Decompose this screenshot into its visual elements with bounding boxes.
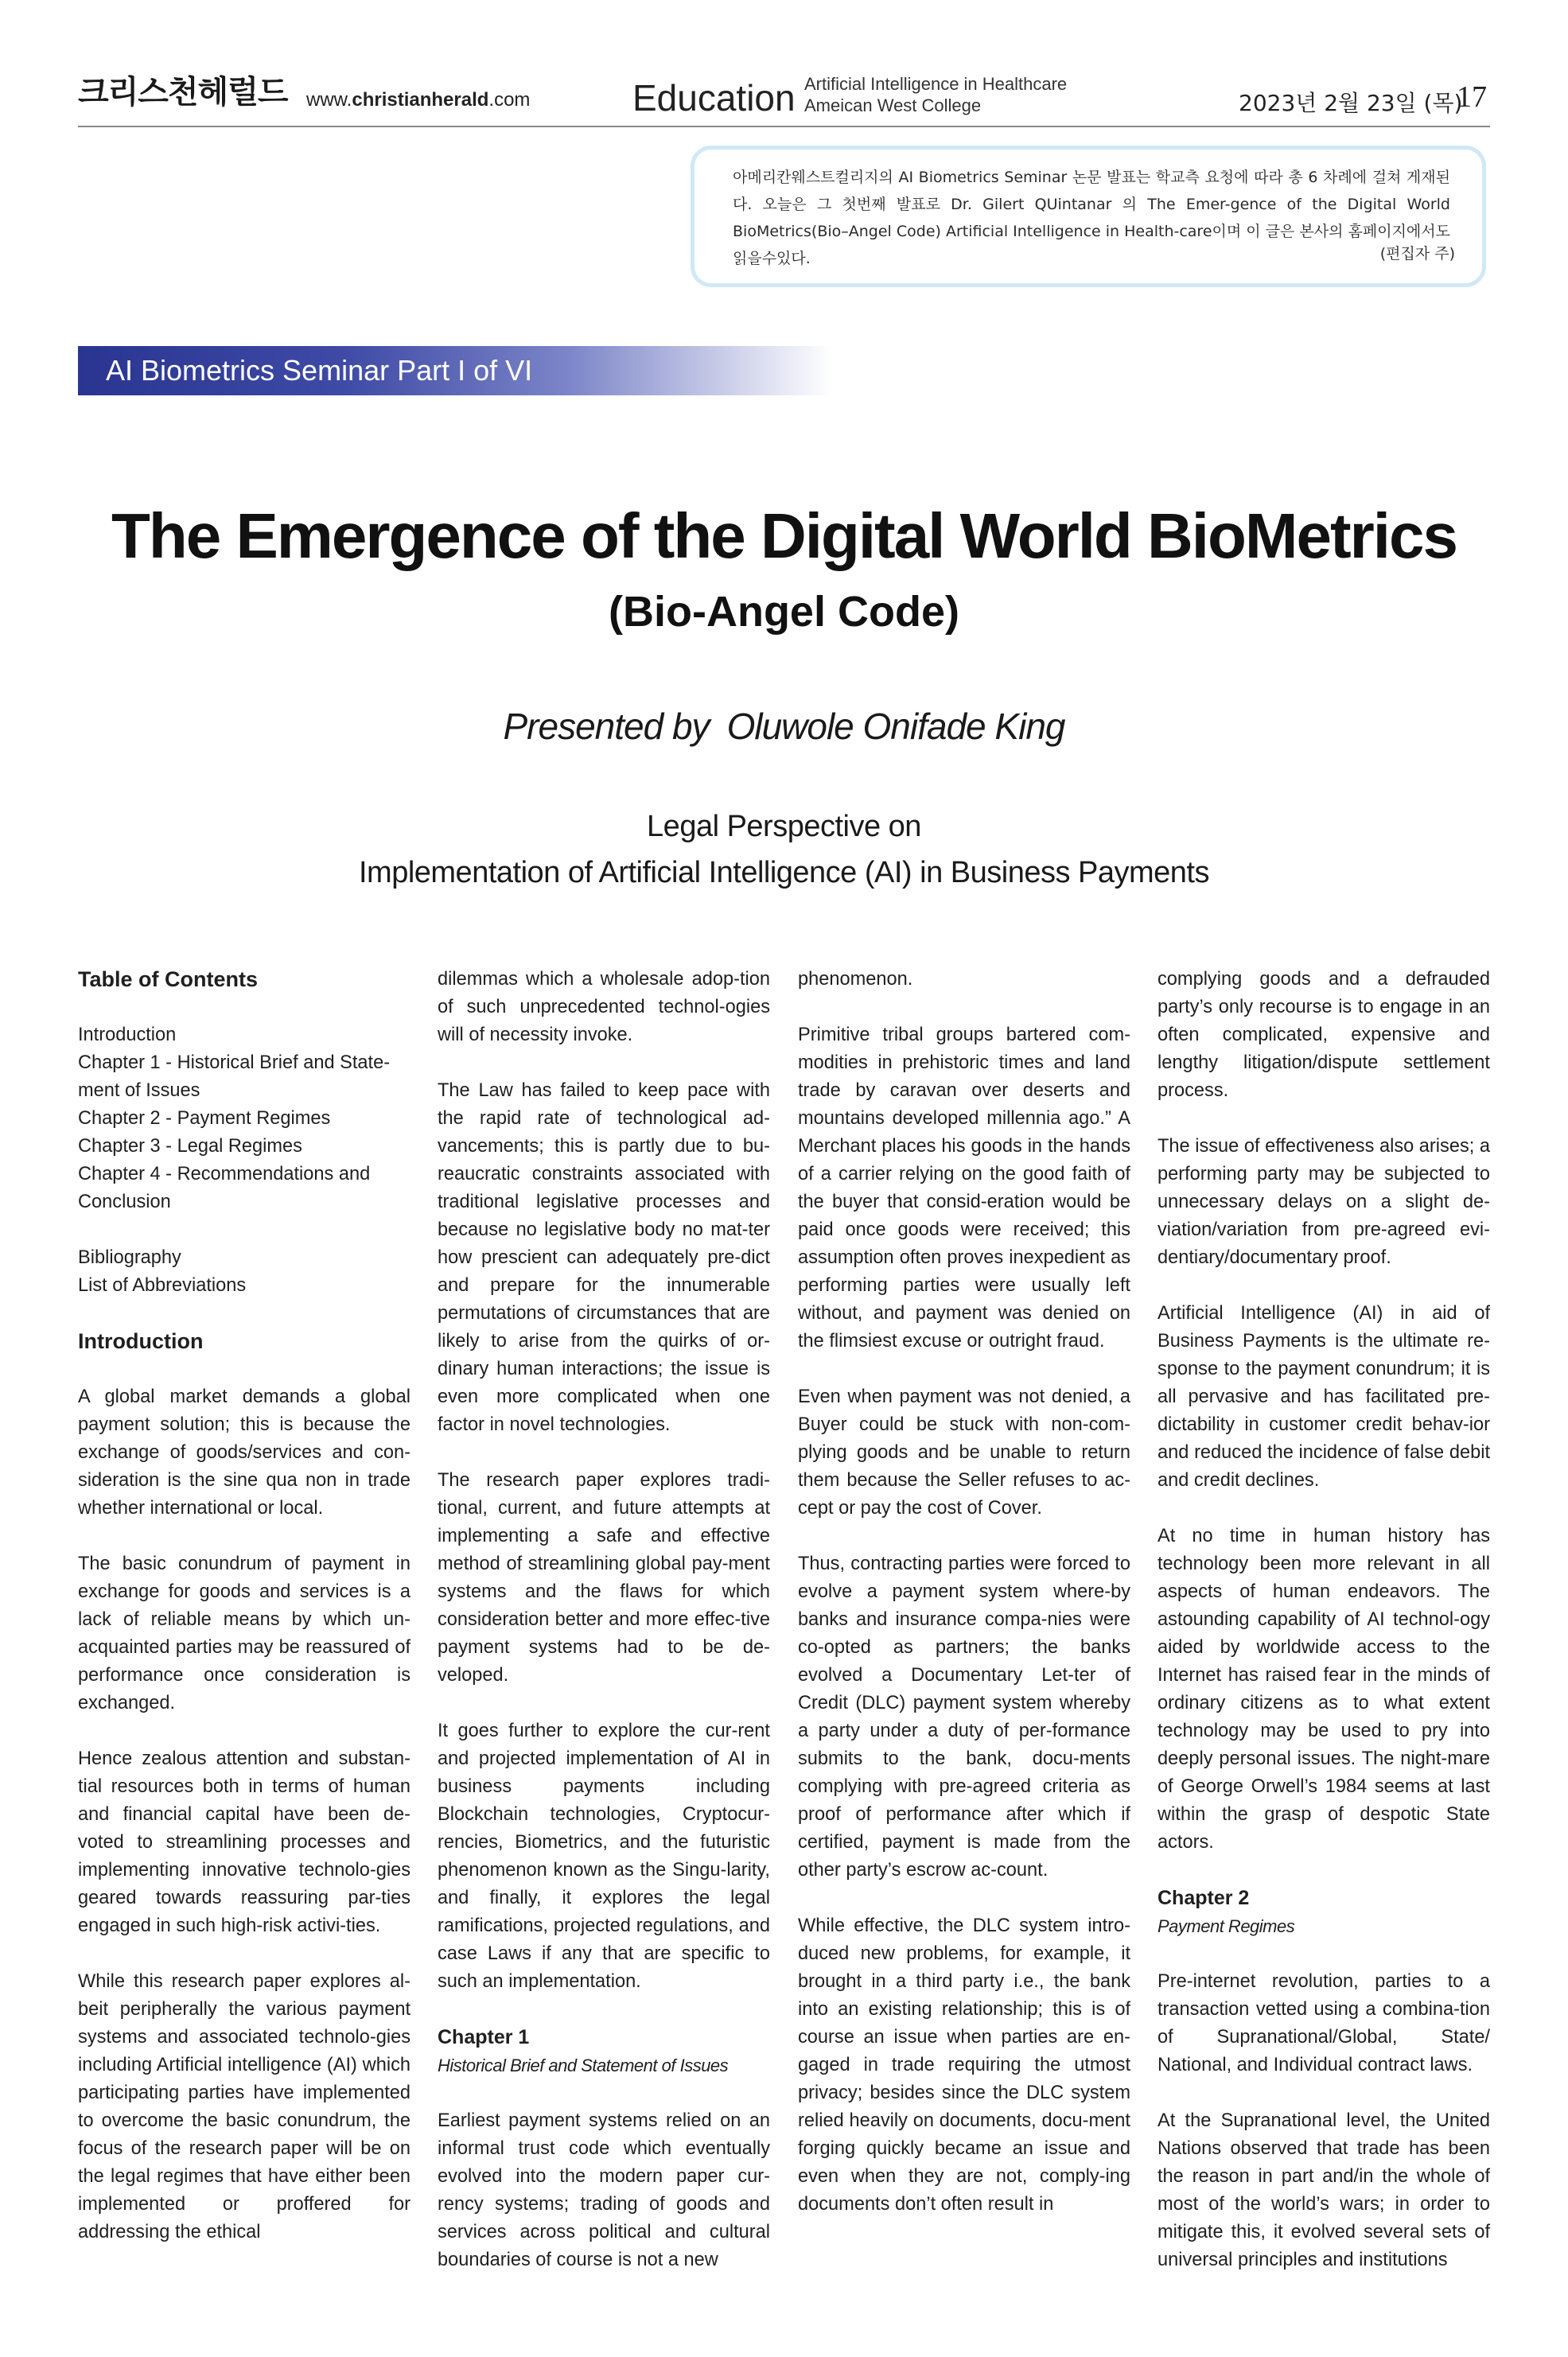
paragraph: Primitive tribal groups bartered com-modities in prehistoric times and land trade by caravan over deserts and mountains developed millennia ago.” A Merchant places his goods in the hands of a carrier relying on the good faith of the buyer that consid-eration would be paid once goods were received; this assumption often proves inexpedient as performing parties were usually left without, and payment was denied on the flimsiest excuse or outright fraud. — [798, 1025, 1130, 1352]
section-subtitle-line2: Ameican West College — [804, 95, 982, 115]
paragraph: At the Supranational level, the United Nations observed that trade has been the reason in part and/in the whole of most of the world’s wars; in order to mitigate this, it evolved several sets of universal principles and institutions — [1158, 2110, 1490, 2270]
article-column-3 — [798, 966, 1130, 2219]
toc-list — [78, 1021, 410, 1216]
seminar-banner — [78, 346, 832, 395]
paragraph: It goes further to explore the cur-rent and projected implementation of AI in business payments including Blockchain technologies, Cryptocur-rencies, Biometrics, and the futuristic phenomenon known as the Singu-larity, and finally, it explores the legal ramifications, projected regulations, and case Laws if any that are specific to such an implementation. — [438, 1721, 770, 1992]
toc-item[interactable]: Chapter 3 - Legal Regimes — [78, 1136, 302, 1157]
section-name: Education — [632, 77, 796, 119]
toc-extra-item[interactable]: List of Abbreviations — [78, 1275, 247, 1296]
editor-note — [691, 146, 1486, 287]
chapter-1-subtitle: Historical Brief and Statement of Issues — [438, 2056, 729, 2075]
article-column-2 — [438, 966, 770, 2274]
website-link[interactable] — [306, 89, 530, 111]
paragraph: Artificial Intelligence (AI) in aid of Business Payments is the ultimate re-sponse to the payment conundrum; it is all pervasive and has facilitated pre-dictability in customer credit behav-ior and reduced the incidence of false debit and credit declines. — [1158, 1303, 1490, 1491]
topic-line-2: Implementation of Artificial Intelligence (AI) in Business Payments — [358, 856, 1209, 889]
paragraph: Thus, contracting parties were forced to evolve a payment system where-by banks and insurance compa-nies were co-opted as partners; the banks evolved a Documentary Let-ter of Credit (DLC) payment system whereby a party under a duty of per-formance submits to the bank, docu-ments complying with pre-agreed criteria as proof of performance after which if certified, payment is made from the other party’s escrow ac-count. — [798, 1554, 1130, 1881]
toc-item[interactable]: Chapter 2 - Payment Regimes — [78, 1108, 331, 1129]
paragraph: Earliest payment systems relied on an informal trust code which eventually evolved into the modern paper cur-rency systems; trading of goods and services across political and cultural boundaries of course is not a new — [438, 2110, 770, 2270]
editor-note-text: 아메리칸웨스트컬리지의 AI Biometrics Seminar 논문 발표는 학교측 요청에 따라 총 6 차례에 걸쳐 게재된다. 오늘은 그 첫번째 발표로 Dr. Gilert QUintanar 의 The Emer-gence of the Digital World BioMetrics(Bio–Angel Code) Artificial Intelligence in Health-care이며 이 글은 본사의 홈페이지에서도 읽을수있다. — [733, 169, 1450, 267]
paragraph: Pre-internet revolution, parties to a transaction vetted using a combina-tion of Supranational/Global, State/ National, and Individual contract laws. — [1158, 1971, 1490, 2075]
masthead — [78, 65, 1490, 129]
toc-heading: Table of Contents — [78, 967, 258, 991]
issue-date: 2023년 2월 23일 (목) — [1239, 90, 1463, 116]
paragraph: The basic conundrum of payment in exchange for goods and services is a lack of reliable means by which un-acquainted parties may be reassured of performance once consideration is exchanged. — [78, 1554, 410, 1713]
toc-extras — [78, 1244, 410, 1300]
toc-item[interactable]: Introduction — [78, 1025, 177, 1045]
article-column-4 — [1158, 966, 1490, 2274]
chapter-2-subtitle: Payment Regimes — [1158, 1916, 1295, 1936]
presenter-line — [0, 705, 1568, 748]
paragraph: complying goods and a defrauded party’s only recourse is to engage in an often complicated, expensive and lengthy litigation/dispute settlement process. — [1158, 969, 1490, 1101]
article-column-1 — [78, 966, 410, 2246]
presented-by-label: Presented by — [503, 706, 710, 747]
masthead-divider — [78, 126, 1490, 127]
paragraph: The Law has failed to keep pace with the rapid rate of technological ad-vancements; this is partly due to bu-reaucratic constraints associated with traditional legislative processes and because no legislative body no mat-ter how prescient can adequately pre-dict and prepare for the innumerable permutations of circumstances that are likely to arise from the quirks of or-dinary human interactions; the issue is even more complicated when one factor in novel technologies. — [438, 1080, 770, 1435]
site-domain: christianherald — [352, 89, 489, 111]
presenter-name: Oluwole Onifade King — [726, 706, 1065, 747]
article-title: The Emergence of the Digital World BioMetrics — [111, 500, 1457, 571]
site-suffix: .com — [488, 89, 531, 111]
editor-note-credit: (편집자 주) — [1379, 245, 1455, 263]
chapter-2-heading: Chapter 2 — [1158, 1887, 1250, 1909]
toc-extra-item[interactable]: Bibliography — [78, 1247, 181, 1268]
site-prefix: www. — [306, 89, 352, 111]
seminar-banner-text: AI Biometrics Seminar Part I of VI — [106, 354, 533, 387]
section-subtitle — [804, 73, 1067, 116]
paragraph: The research paper explores tradi-tional, current, and future attempts at implementing a safe and effective method of streamlining global pay-ment systems and the flaws for which consideration better and more effec-tive payment systems had to be de-veloped. — [438, 1470, 770, 1686]
section-subtitle-line1: Artificial Intelligence in Healthcare — [804, 74, 1068, 94]
topic-line-1: Legal Perspective on — [647, 810, 921, 843]
paragraph: At no time in human history has technology been more relevant in all aspects of human endeavors. The astounding capability of AI technol-ogy aided by worldwide access to the Internet has raised fear in the minds of ordinary citizens as to what extent technology may be used to pry into deeply personal issues. The night-mare of George Orwell’s 1984 seems at last within the grasp of despotic State actors. — [1158, 1526, 1490, 1853]
toc-item[interactable]: Chapter 1 - Historical Brief and State-ment of Issues — [78, 1052, 391, 1101]
newspaper-logo[interactable]: 크리스천헤럴드 — [78, 74, 288, 111]
paragraph: Hence zealous attention and substan-tial resources both in terms of human and financial capital have been de-voted to streamlining processes and implementing innovative technolo-gies geared towards reassuring par-ties engaged in such high-risk activi-ties. — [78, 1748, 410, 1936]
chapter-1-heading: Chapter 1 — [438, 2026, 530, 2048]
paragraph: The issue of effectiveness also arises; a performing party may be subjected to unnecessary delays on a slight de-viation/variation from pre-agreed evi-dentiary/documentary proof. — [1158, 1136, 1490, 1268]
article-subtitle: (Bio-Angel Code) — [609, 588, 959, 636]
introduction-heading: Introduction — [78, 1329, 204, 1353]
page-number: 17 — [1457, 80, 1487, 114]
paragraph: While this research paper explores al-beit peripherally the various payment systems and associated technolo-gies including Artificial intelligence (AI) which participating parties have implemented to overcome the basic conundrum, the focus of the research paper will be on the legal regimes that have either been implemented or proffered for addressing the ethical — [78, 1971, 410, 2242]
paragraph: Even when payment was not denied, a Buyer could be stuck with non-com-plying goods and be unable to return them because the Seller refuses to ac-cept or pay the cost of Cover. — [798, 1387, 1130, 1519]
toc-item[interactable]: Chapter 4 - Recommendations and Conclusion — [78, 1164, 371, 1212]
paragraph: While effective, the DLC system intro-duced new problems, for example, it brought in a third party i.e., the bank into an existing relationship; this is of course an issue when parties are en-gaged in trade requiring the utmost privacy; besides since the DLC system relied heavily on documents, docu-ment forging quickly became an issue and even when they are not, comply-ing documents don’t often result in — [798, 1916, 1130, 2215]
paragraph: A global market demands a global payment solution; this is because the exchange of goods/services and con-sideration is the sine qua non in trade whether international or local. — [78, 1387, 410, 1519]
paragraph: phenomenon. — [798, 969, 913, 990]
paragraph: dilemmas which a wholesale adop-tion of such unprecedented technol-ogies will of necessity invoke. — [438, 969, 770, 1045]
